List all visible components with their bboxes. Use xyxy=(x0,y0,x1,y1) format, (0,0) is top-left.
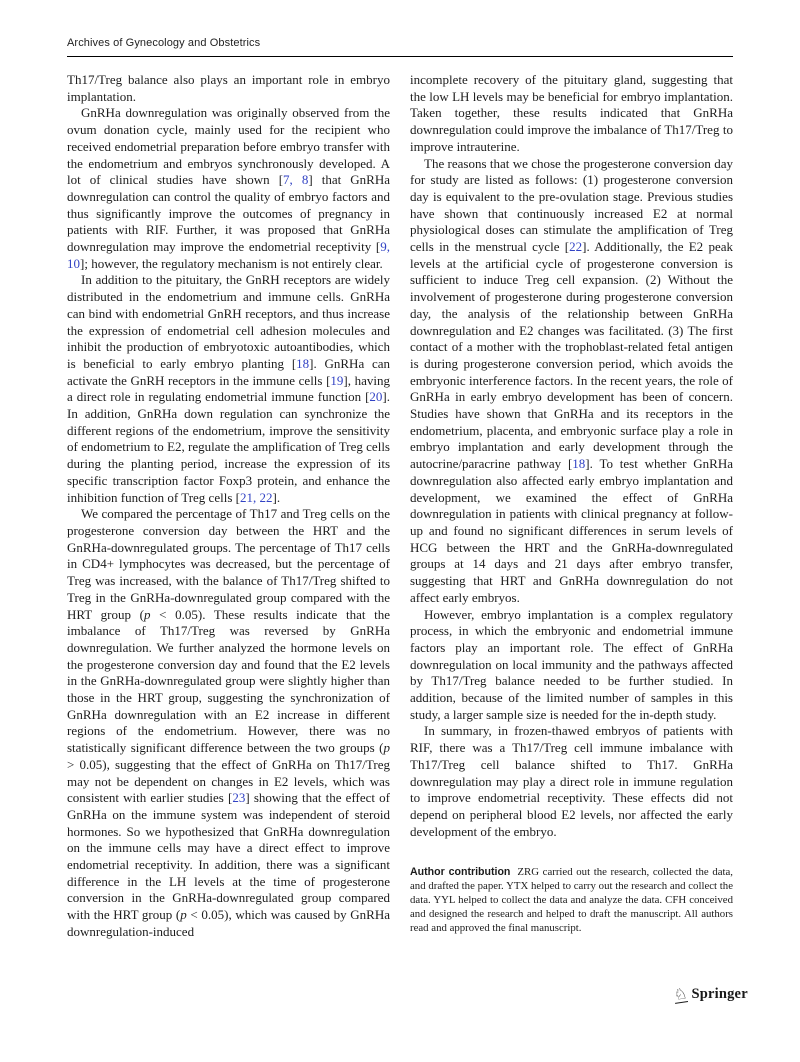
citation-link[interactable]: 19 xyxy=(330,372,344,388)
paragraphs-left xyxy=(67,72,390,941)
italic-variable: p xyxy=(143,606,151,622)
citation-link[interactable]: 9, 10 xyxy=(67,239,390,271)
paragraph: incomplete recovery of the pituitary gland, suggesting that the low LH levels may be beneficial for embryo implantation. Taken together, these results indicated that GnRHa downregulation could improve the imbalance of Th17/Treg to improve intrauterine. xyxy=(410,72,733,154)
paragraph: In summary, in frozen-thawed embryos of patients with RIF, there was a Th17/Treg cell immune imbalance with Th17/Treg cell balance shifted to Th17. GnRHa downregulation may play a direct role in immune regulation to improve endometrial receptivity. These effects did not depend on peripheral blood E2 levels, nor affected the early development of the embryo. xyxy=(410,723,733,839)
citation-link[interactable]: 20 xyxy=(369,389,383,405)
citation-link[interactable]: 23 xyxy=(232,790,246,806)
author-contribution-section xyxy=(410,865,733,935)
paragraph: Th17/Treg balance also plays an important role in embryo implantation. xyxy=(67,72,390,104)
springer-logo xyxy=(672,983,748,1004)
paragraphs-right xyxy=(410,72,733,840)
citation-link[interactable]: 18 xyxy=(296,355,310,371)
italic-variable: p xyxy=(383,740,390,756)
article-body xyxy=(67,72,733,941)
paragraph: However, embryo implantation is a complex regulatory process, in which the embryonic and endometrial immune factors play an important role. The effect of GnRHa downregulation on local immunity and the pathways affected by Th17/Treg balance needed to be further studied. In addition, because of the limited number of samples in this study, a larger sample size is needed for the in-depth study. xyxy=(410,606,733,722)
journal-name: Archives of Gynecology and Obstetrics xyxy=(67,37,261,49)
springer-horse-icon: ♘ xyxy=(672,983,689,1004)
italic-variable: p xyxy=(180,907,187,923)
paragraph: We compared the percentage of Th17 and Treg cells on the progesterone conversion day between the HRT and the GnRHa-downregulated groups. The percentage of Th17 cells in CD4+ lymphocytes was decreased, but the percentage of Treg was increased, with the balance of Th17/Treg shifted to Treg in the GnRHa-downregulated group compared with the HRT group (p < 0.05). These results indicate that the imbalance of Th17/Treg was reversed by GnRHa downregulation. We further analyzed the hormone levels on the progesterone conversion day and found that the E2 levels in the GnRHa-downregulated group were slightly higher than those in the HRT group, suggesting the synchronization of GnRHa downregulation with an E2 increase in different regions of the endometrium. However, there was no statistically significant difference between the two groups (p > 0.05), suggesting that the effect of GnRHa on Th17/Treg may not be dependent on changes in E2 levels, which was consistent with earlier studies [23] showing that the effect of GnRHa on the immune system was independent of steroid hormones. So we hypothesized that GnRHa downregulation on the immune cells may have a direct effect to improve endometrial receptivity. In addition, there was a significant difference in the LH levels at the time of progesterone conversion in the GnRHa-downregulated group compared with the HRT group (p < 0.05), which was caused by GnRHa downregulation-induced xyxy=(67,506,391,939)
header-rule xyxy=(67,56,733,57)
citation-link[interactable]: 22 xyxy=(569,239,583,255)
column-left xyxy=(67,72,390,941)
paragraph: The reasons that we chose the progesterone conversion day for study are listed as follows: (1) progesterone conversion day is equivalent to the pre-ovulation stage. Previous studies have shown that continuously increased E2 at normal physiological doses can stimulate the amplification of Treg cells in the menstrual cycle [22]. Additionally, the E2 peak levels at the artificial cycle of progesterone conversion is sufficient to induce Treg cell expansion. (2) Without the involvement of progesterone during progesterone conversion day, the analysis of the relationship between GnRHa downregulation and E2 changes was facilitated. (3) The first contact of a mother with the trophoblast-related fetal antigen is during progesterone conversion period, which avoids the embryonic interference factors. In the recent years, the role of GnRHa in early embryo development has been of concern. Studies have shown that GnRHa and its receptors in the endometrium, placenta, and embryonic surface play a role in embryo implantation and early development through the autocrine/paracrine pathway [18]. To test whether GnRHa downregulation also affected early embryo implantation and development, we examined the effect of GnRHa downregulation in patients with clinical pregnancy at follow-up and found no significant differences in serum levels of HCG between the HRT and the GnRHa-downregulated groups at 14 days and 21 days after embryo transfer, suggesting that HRT and GnRHa downregulation do not affect early embryos. xyxy=(410,155,733,605)
citation-link[interactable]: 7, 8 xyxy=(283,172,309,188)
paragraph: In addition to the pituitary, the GnRH receptors are widely distributed in the endometrium and immune cells. GnRHa can bind with endometrial GnRH receptors, and thus increase the expression of endometrial cell adhesion molecules and inhibit the production of embryotoxic autoantibodies, which is beneficial to early embryo planting [18]. GnRHa can activate the GnRH receptors in the immune cells [19], having a direct role in regulating endometrial immune function [20]. In addition, GnRHa down regulation can synchronize the different regions of the endometrium, improve the sensitivity of endometrium to E2, regulate the amplification of Treg cells during the planting period, increase the expression of its specific transcription factor Foxp3 protein, and enhance the inhibition function of Treg cells [21, 22]. xyxy=(67,272,390,505)
column-right xyxy=(410,72,733,941)
springer-wordmark: Springer xyxy=(691,986,748,1002)
paragraph: GnRHa downregulation was originally observed from the ovum donation cycle, mainly used for the recipient who received endometrial preparation before embryo transfer with the endometrium and embryos synchronously developed. A lot of clinical studies have shown [7, 8] that GnRHa downregulation can control the quality of embryo factors and thus significantly improve the outcomes of pregnancy in patients with RIF. Further, it was proposed that GnRHa downregulation may improve the endometrial receptivity [9, 10]; however, the regulatory mechanism is not entirely clear. xyxy=(67,105,390,271)
author-contribution-heading: Author contribution xyxy=(410,866,511,879)
citation-link[interactable]: 21, 22 xyxy=(239,489,273,505)
author-contribution-text: ZRG carried out the research, collected the data, and drafted the paper. YTX helped to carry out the research and collect the data. YYL helped to collect the data and analyze the data. CFH conceived and designed the research and helped to draft the manuscript. All authors read and approved the final manuscript. xyxy=(410,866,734,935)
citation-link[interactable]: 18 xyxy=(572,456,586,472)
